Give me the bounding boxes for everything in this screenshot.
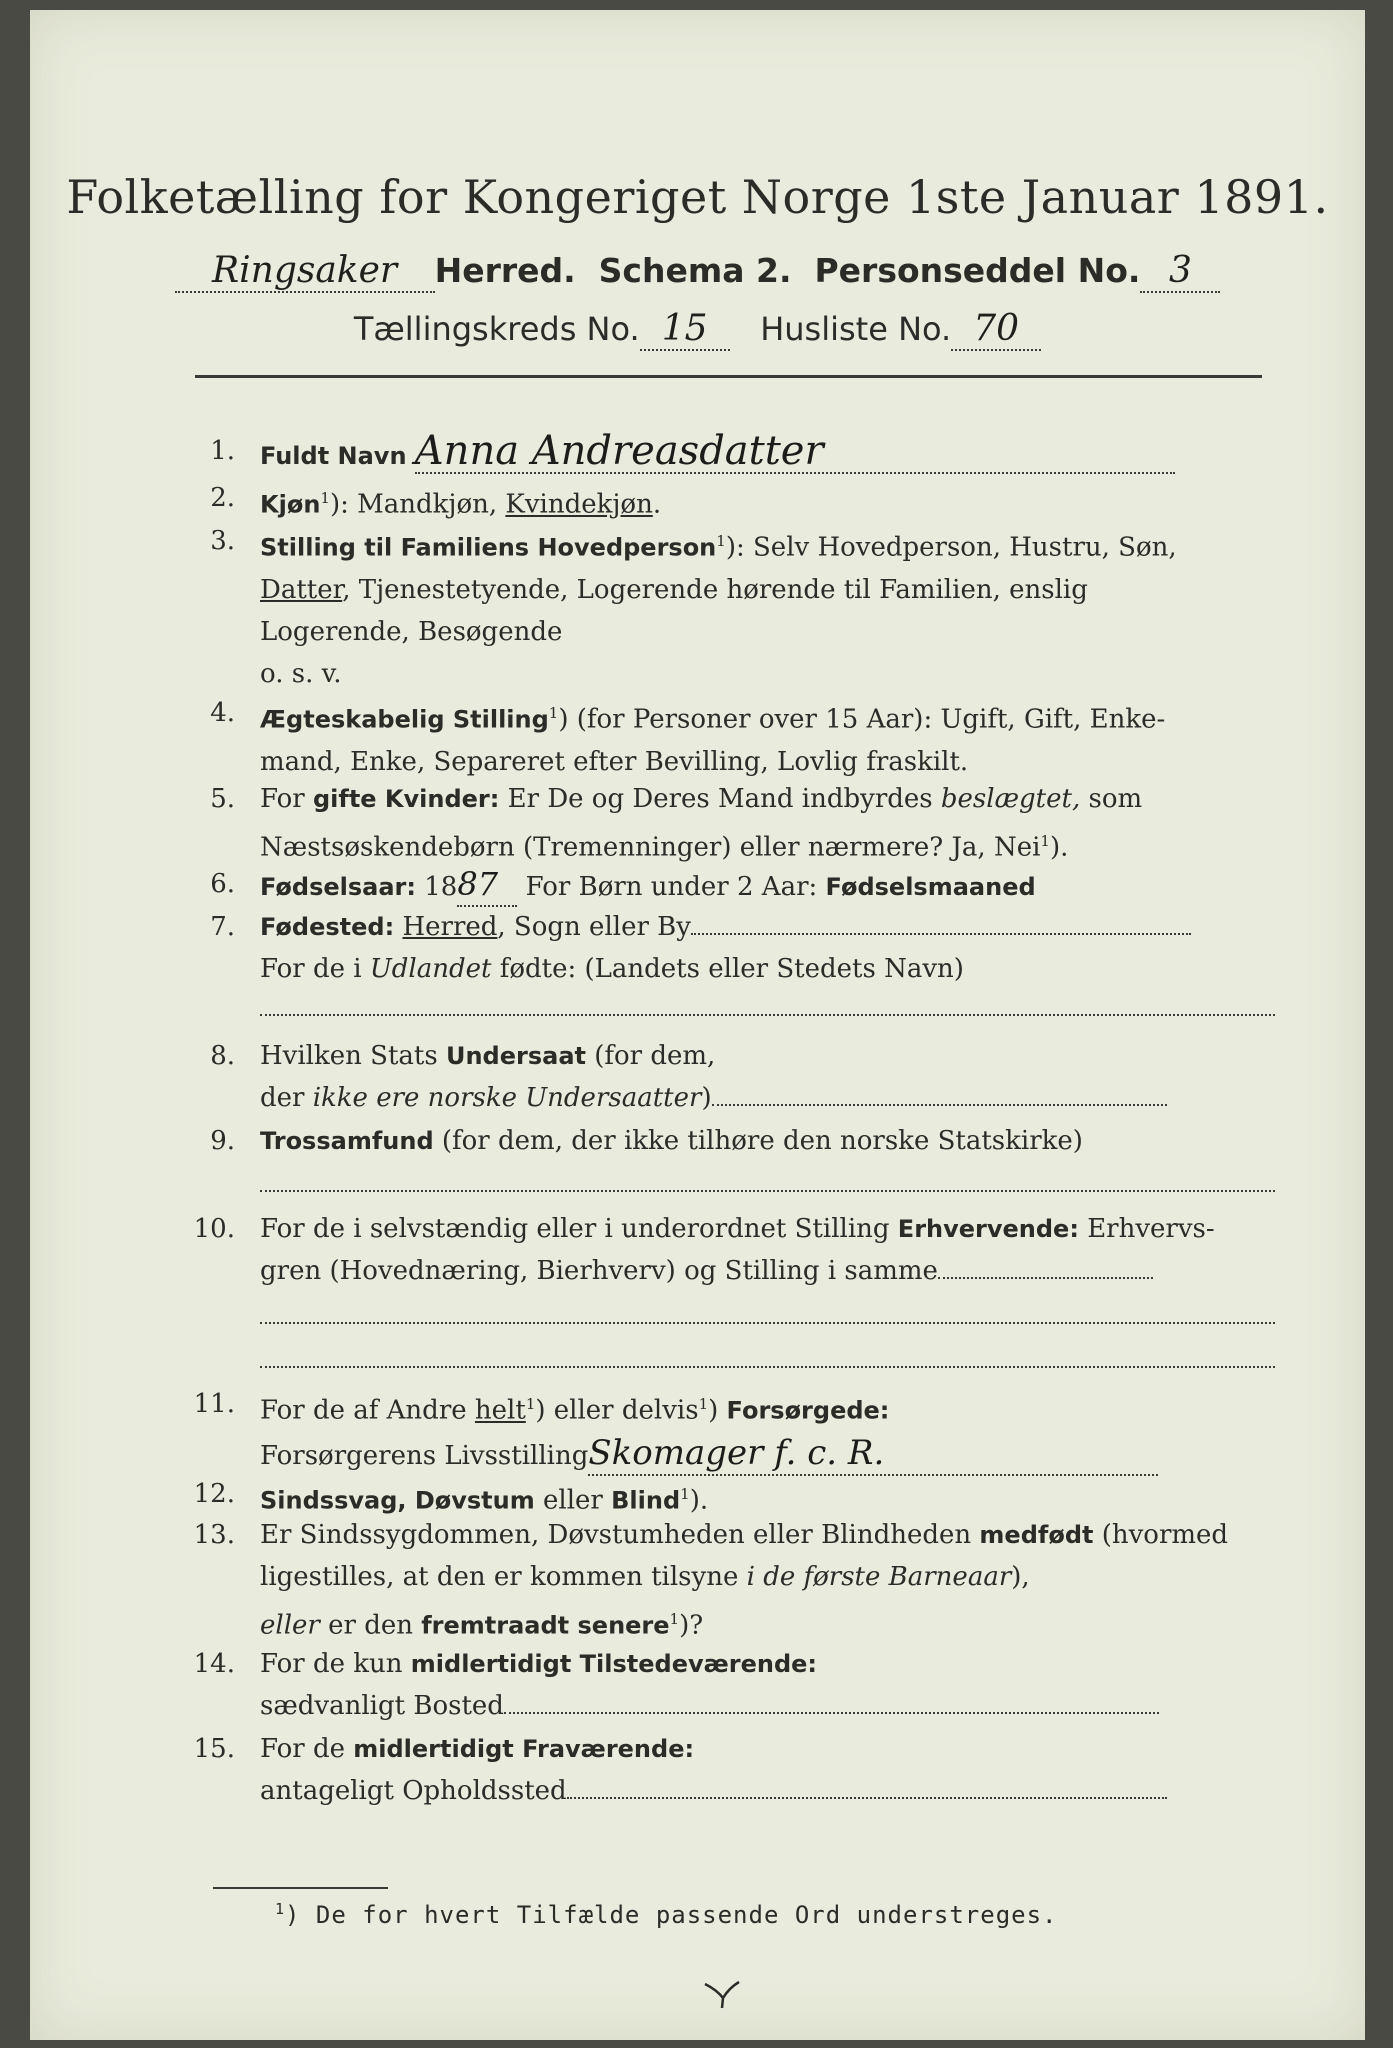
question-14 <box>180 1643 1275 1729</box>
text: For de i selvstændig eller i underordnet Stilling <box>260 1214 898 1244</box>
question-number: 1. <box>210 436 235 466</box>
question-number: 8. <box>210 1041 235 1071</box>
question-number: 14. <box>193 1649 235 1679</box>
text: For Børn under 2 Aar: <box>517 872 826 902</box>
text: For de <box>260 1734 354 1764</box>
disability-label: Sindssvag, Døvstum <box>260 1486 535 1515</box>
taellingskreds-label: Tællingskreds No. <box>353 310 640 348</box>
husliste-label: Husliste No. <box>760 310 952 348</box>
sex-label: Kjøn <box>260 490 321 519</box>
text: (hvormed <box>1093 1520 1229 1550</box>
dotted-fill-line <box>260 1322 1275 1324</box>
personseddel-value: 3 <box>1140 250 1220 293</box>
full-name-label: Fuldt Navn <box>260 442 407 470</box>
birth-month-label: Fødselsmaaned <box>825 873 1036 901</box>
taellingskreds-value: 15 <box>640 308 730 351</box>
question-number: 13. <box>193 1520 235 1550</box>
text: ) <box>701 1083 712 1113</box>
question-8 <box>180 1035 1275 1121</box>
footnote-ref: 1 <box>680 1485 690 1503</box>
question-3 <box>180 520 1275 690</box>
header-herred-line <box>30 250 1365 293</box>
usual-residence-fill <box>504 1712 1159 1714</box>
question-10 <box>180 1208 1275 1378</box>
text: er den <box>319 1610 422 1641</box>
question-number: 6. <box>210 869 235 899</box>
footnote-ref: 1 <box>1040 832 1050 850</box>
footnote-ref: 1 <box>525 1395 536 1413</box>
blind-label: Blind <box>611 1486 681 1515</box>
birthplace-selected: Herred <box>402 912 498 942</box>
marital-status-options-2: mand, Enke, Separeret efter Bevilling, Lovlig fraskilt. <box>260 746 969 777</box>
citizenship-label: Undersaat <box>445 1042 586 1070</box>
text: For <box>260 784 313 814</box>
provider-occupation-value: Skomager f. c. R. <box>588 1432 1158 1476</box>
text-italic: i de første Barneaar <box>746 1562 1012 1592</box>
text-italic: ikke ere norske Undersaatter <box>312 1083 702 1113</box>
sex-options: ): Mandkjøn, <box>329 489 506 520</box>
header-kreds-line <box>30 308 1365 351</box>
footnote-ref: 1 <box>698 1395 709 1413</box>
question-number: 3. <box>210 526 235 556</box>
footnote <box>275 1900 1058 1929</box>
marital-status-label: Ægteskabelig Stilling <box>260 705 549 734</box>
dotted-fill-line <box>260 1190 1275 1192</box>
question-number: 15. <box>193 1734 235 1764</box>
question-15 <box>180 1728 1275 1814</box>
family-position-options-1: ): Selv Hovedperson, Hustru, Søn, <box>725 532 1177 563</box>
birthplace-label: Fødested: <box>260 913 395 941</box>
probable-whereabouts-fill <box>567 1797 1167 1799</box>
husliste-value: 70 <box>951 308 1041 351</box>
congenital-label: medfødt <box>979 1521 1094 1549</box>
footnote-ref: 1 <box>669 1610 680 1628</box>
support-selected: helt <box>474 1395 526 1426</box>
text: fødte: (Landets eller Stedets Navn) <box>491 954 964 984</box>
citizenship-fill <box>712 1104 1167 1106</box>
birth-year-label: Fødselsaar: <box>260 873 416 901</box>
question-number: 2. <box>210 483 235 513</box>
text: Er De og Deres Mand indbyrdes <box>499 784 941 814</box>
text: Hvilken Stats <box>260 1041 446 1071</box>
dotted-fill-line <box>260 1366 1275 1368</box>
temporary-absent-label: midlertidigt Fraværende: <box>353 1735 695 1763</box>
form-title: Folketælling for Kongeriget Norge 1ste Januar 1891. <box>66 170 1329 224</box>
supported-label: Forsørgede: <box>726 1396 890 1425</box>
married-women-label: gifte Kvinder: <box>312 785 500 813</box>
text: gren (Hovednæring, Bierhverv) og Stilling i samme <box>260 1256 938 1286</box>
question-4 <box>180 692 1275 778</box>
family-position-selected: Datter <box>260 574 343 605</box>
text: For de i <box>260 954 370 984</box>
text: For de kun <box>260 1649 411 1679</box>
schema-label: Schema 2. <box>598 251 792 290</box>
question-11 <box>180 1383 1275 1473</box>
text: ). <box>689 1485 709 1516</box>
footnote-text: ) De for hvert Tilfælde passende Ord understreges. <box>285 1901 1058 1929</box>
text: ligestilles, at den er kommen tilsyne <box>260 1562 747 1592</box>
family-position-label: Stilling til Familiens Hovedperson <box>260 533 717 562</box>
text: )? <box>679 1610 704 1641</box>
question-1 <box>180 430 1275 480</box>
census-form-page <box>30 10 1365 2040</box>
question-13 <box>180 1514 1275 1644</box>
question-number: 7. <box>210 912 235 942</box>
question-number: 12. <box>193 1479 235 1509</box>
dotted-fill-line <box>260 1014 1275 1016</box>
question-9 <box>180 1120 1275 1200</box>
text: ) eller delvis <box>535 1395 699 1426</box>
birth-year-value: 87 <box>457 863 517 907</box>
question-7 <box>180 906 1275 1036</box>
marital-status-options-1: ) (for Personer over 15 Aar): Ugift, Gift, Enke- <box>558 704 1166 735</box>
question-number: 5. <box>210 784 235 814</box>
footnote-ref: 1 <box>716 532 726 550</box>
occupation-fill <box>938 1277 1153 1279</box>
sex-selected: Kvindekjøn <box>505 489 653 520</box>
text: ), <box>1011 1562 1030 1592</box>
footnote-divider <box>213 1887 388 1889</box>
footnote-ref: 1 <box>275 1900 286 1918</box>
birth-year-prefix: 18 <box>416 872 458 902</box>
text: som <box>1080 784 1143 814</box>
later-onset-label: fremtraadt senere <box>421 1611 670 1640</box>
header-divider <box>195 375 1262 378</box>
herred-label: Herred. <box>434 251 576 290</box>
birthplace-fill <box>691 933 1191 935</box>
text: Næstsøskendebørn (Tremenninger) eller nærmere? Ja, Nei <box>260 832 1041 863</box>
question-number: 11. <box>193 1389 235 1419</box>
footnote-ref: 1 <box>548 704 559 722</box>
text: ). <box>1049 832 1069 863</box>
text: der <box>260 1083 313 1113</box>
full-name-value: Anna Andreasdatter <box>415 430 1175 474</box>
text: antageligt Opholdssted <box>260 1776 567 1806</box>
text: For de af Andre <box>260 1395 475 1426</box>
family-position-options-4: o. s. v. <box>260 658 342 689</box>
text: (for dem, <box>585 1041 716 1071</box>
religion-label: Trossamfund <box>260 1127 434 1155</box>
text: sædvanligt Bosted <box>260 1691 504 1721</box>
text: (for dem, der ikke tilhøre den norske Statskirke) <box>433 1126 1083 1156</box>
herred-value: Ringsaker <box>175 250 435 293</box>
family-position-options-2: , Tjenestetyende, Logerende hørende til Familien, enslig <box>342 574 1088 605</box>
text: Er Sindssygdommen, Døvstumheden eller Blindheden <box>260 1520 980 1550</box>
occupation-label: Erhvervende: <box>897 1215 1079 1243</box>
text: , Sogn eller By <box>497 912 691 942</box>
text: Forsørgerens Livsstilling <box>260 1440 589 1471</box>
text-italic: Udlandet <box>369 954 492 984</box>
punct: . <box>652 489 662 520</box>
personseddel-label: Personseddel No. <box>814 251 1141 290</box>
text-italic: beslægtet, <box>940 784 1081 814</box>
text: Erhvervs- <box>1078 1214 1215 1244</box>
question-number: 9. <box>210 1126 235 1156</box>
ink-mark-icon <box>703 1980 741 2010</box>
question-number: 4. <box>210 698 235 728</box>
text: ) <box>708 1395 727 1426</box>
text: eller <box>534 1485 612 1516</box>
temporary-present-label: midlertidigt Tilstedeværende: <box>410 1650 818 1678</box>
text-italic: eller <box>260 1610 320 1641</box>
family-position-options-3: Logerende, Besøgende <box>260 616 563 647</box>
footnote-ref: 1 <box>320 489 330 507</box>
question-5 <box>180 778 1275 864</box>
question-number: 10. <box>193 1214 235 1244</box>
